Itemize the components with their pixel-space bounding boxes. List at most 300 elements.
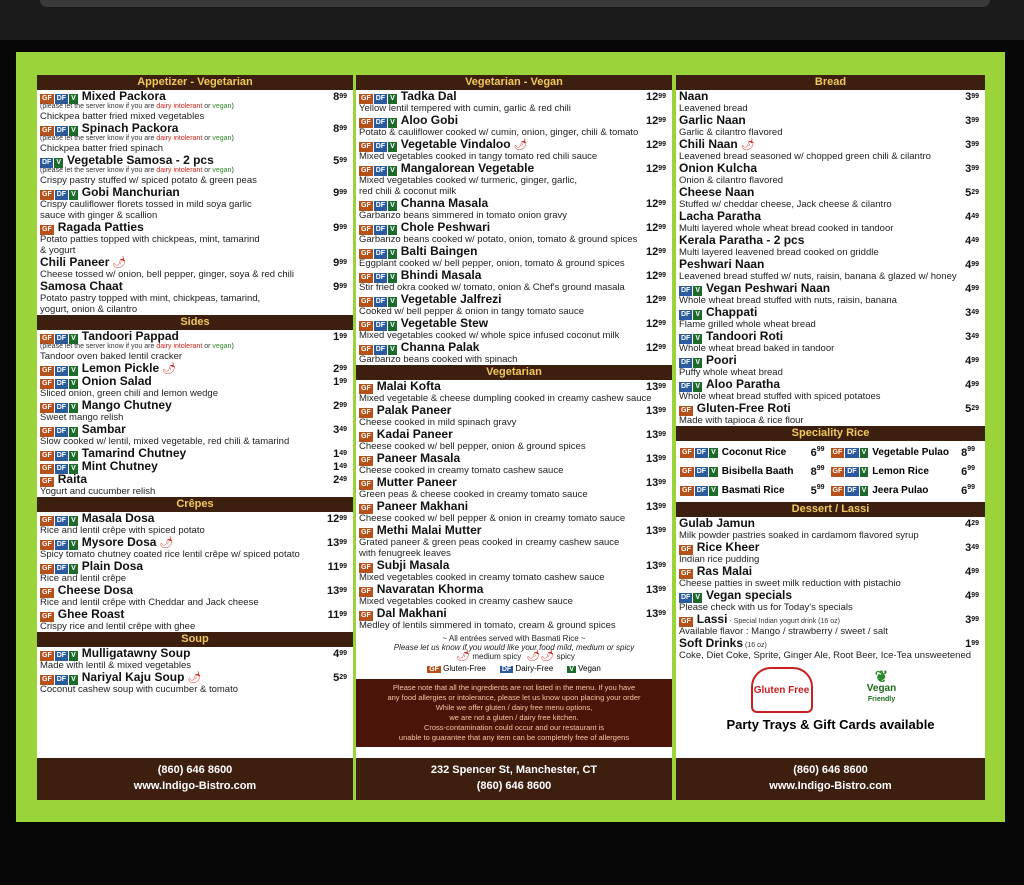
- menu-item: [37, 512, 353, 536]
- menu-item: [676, 282, 985, 306]
- item-name: Tadka Dal: [400, 89, 457, 103]
- price-cents: 99: [658, 586, 666, 593]
- menu-item: [676, 354, 985, 378]
- menu-item: [676, 330, 985, 354]
- item-extra: - Special Indian yogurt drink (16 oz): [729, 618, 840, 625]
- item-name: Subji Masala: [376, 558, 450, 572]
- price-cents: 99: [658, 344, 666, 351]
- price-cents: 99: [658, 224, 666, 231]
- gf-tag: GF: [42, 478, 52, 485]
- item-price: $8^{99}$: [810, 464, 825, 478]
- menu-item: [676, 162, 985, 186]
- df-tag: DF: [56, 191, 67, 198]
- price-cents: 99: [658, 248, 666, 255]
- v-tag: V: [71, 95, 76, 102]
- df-tag: DF: [696, 448, 707, 456]
- item-description: Indian rice pudding: [679, 554, 760, 565]
- item-price: $3^{99}$: [965, 163, 979, 175]
- v-tag: V: [390, 250, 395, 257]
- item-price: $12^{99}$: [645, 139, 666, 151]
- v-tag: V: [71, 428, 76, 435]
- item-price: $3^{99}$: [965, 614, 979, 626]
- df-tag: DF: [681, 594, 691, 601]
- price-cents: 99: [971, 93, 979, 100]
- price-cents: 99: [658, 610, 666, 617]
- section-header-rice: Speciality Rice: [676, 426, 985, 441]
- menu-item: [37, 608, 353, 632]
- item-price: $12^{99}$: [645, 115, 666, 127]
- item-note: [40, 135, 347, 143]
- note-part: vegan: [212, 167, 232, 174]
- item-title-row: [359, 428, 666, 441]
- gf-tag: GF: [361, 274, 371, 281]
- menu-item: [356, 500, 672, 524]
- v-tag: V: [569, 666, 574, 673]
- gf-tag: GF: [42, 428, 52, 435]
- section-header-appetizer: Appetizer - Vegetarian: [37, 75, 353, 90]
- item-price: $12^{99}$: [645, 198, 666, 210]
- item-name: Balti Baingen: [400, 244, 478, 258]
- df-tag: DF: [56, 517, 67, 524]
- item-description: Potato & cauliflower cooked w/ cumin, onion, ginger, chili & tomato: [359, 127, 639, 138]
- price-cents: 99: [339, 333, 347, 340]
- item-name: Sambar: [81, 422, 126, 436]
- gf-tag: GF: [361, 385, 371, 392]
- item-price: $11^{99}$: [327, 609, 347, 621]
- diet-legend: [356, 664, 672, 675]
- item-description: yogurt, onion & cilantro: [40, 304, 138, 315]
- gf-tag: GF: [361, 481, 371, 488]
- item-title-row: [359, 524, 666, 537]
- item-title-row: [40, 560, 347, 573]
- item-price: $9^{99}$: [333, 222, 347, 234]
- served-line: ~ All entrées served with Basmati Rice ~: [442, 634, 586, 643]
- df-tag: DF: [56, 335, 67, 342]
- df-tag: DF: [56, 541, 67, 548]
- item-title-row: [679, 613, 979, 626]
- menu-item: [37, 399, 353, 423]
- price-cents: 49: [339, 476, 347, 483]
- item-name: Rice Kheer: [696, 540, 760, 554]
- served-note: [356, 634, 672, 661]
- price-cents: 99: [339, 125, 347, 132]
- menu-item: [356, 197, 672, 221]
- df-tag: DF: [56, 676, 67, 683]
- item-price: $12^{99}$: [645, 342, 666, 354]
- item-price: $2^{99}$: [333, 363, 347, 375]
- menu-item: [356, 341, 672, 365]
- menu-item: [37, 221, 353, 256]
- item-title-row: [40, 423, 347, 436]
- item-price: $4^{99}$: [965, 259, 979, 271]
- v-tag: V: [71, 367, 76, 374]
- gf-tag: GF: [42, 127, 52, 134]
- menu-item: [37, 122, 353, 154]
- item-name: Nariyal Kaju Soup: [81, 670, 185, 684]
- note-part: dairy intolerant: [156, 343, 203, 350]
- price-cents: 99: [658, 141, 666, 148]
- menu-item: [356, 293, 672, 317]
- vegetarian-list: [356, 380, 672, 631]
- v-tag: V: [390, 226, 395, 233]
- item-note: [40, 343, 347, 351]
- menu-item: [356, 269, 672, 293]
- menu-item: [676, 517, 985, 541]
- legend-label: Gluten-Free: [443, 664, 486, 673]
- website: www.Indigo-Bistro.com: [133, 780, 257, 792]
- df-tag: DF: [681, 383, 691, 390]
- v-tag: V: [390, 202, 395, 209]
- spice-request-line: Please let us know if you would like your food mild, medium or spicy: [393, 643, 635, 652]
- item-note: [40, 103, 347, 111]
- price-cents: 99: [658, 296, 666, 303]
- price-cents: 99: [339, 587, 347, 594]
- df-tag: DF: [847, 448, 857, 456]
- item-price: $12^{99}$: [645, 270, 666, 282]
- item-description: Grated paneer & green peas cooked in creamy cashew sauce: [359, 537, 620, 548]
- price-cents: 99: [339, 224, 347, 231]
- item-title-row: [40, 330, 347, 343]
- price-cents: 99: [971, 357, 979, 364]
- rice-item: [680, 481, 831, 500]
- item-name: Vegetable Vindaloo: [400, 137, 511, 151]
- diet-tags: [680, 467, 718, 477]
- item-title-row: [679, 234, 979, 247]
- item-price: $13^{99}$: [645, 453, 666, 465]
- item-name: Mixed Packora: [81, 89, 166, 103]
- item-description: Made with tapioca & rice flour: [679, 415, 804, 426]
- gf-tag: GF: [682, 486, 692, 494]
- item-title-row: [679, 258, 979, 271]
- item-title-row: [359, 500, 666, 513]
- item-title-row: [359, 293, 666, 306]
- note-part: dairy intolerant: [156, 135, 203, 142]
- item-description: Cheese patties in sweet milk reduction with pistachio: [679, 578, 901, 589]
- chili-icon: 🌶: [112, 257, 127, 269]
- menu-item: [356, 245, 672, 269]
- item-name: Bhindi Masala: [400, 268, 482, 282]
- item-name: Mysore Dosa: [81, 535, 157, 549]
- price-cents: 99: [967, 445, 975, 453]
- menu-item: [356, 428, 672, 452]
- item-name: Channa Masala: [400, 196, 489, 210]
- item-description: Whole wheat bread stuffed with nuts, raisin, banana: [679, 295, 897, 306]
- gf-tag: GF: [42, 517, 52, 524]
- item-title-row: [40, 280, 347, 293]
- rice-name: Basmati Rice: [721, 485, 785, 496]
- item-description: Cooked w/ bell pepper & onion in tangy tomato sauce: [359, 306, 584, 317]
- item-description: Flame grilled whole wheat bread: [679, 319, 816, 330]
- item-price: $11^{99}$: [327, 561, 347, 573]
- item-price: $8^{99}$: [961, 445, 975, 459]
- price-cents: 99: [658, 117, 666, 124]
- v-tag: V: [390, 95, 395, 102]
- item-description: Mixed vegetables cooked in creamy cashew sauce: [359, 596, 573, 607]
- item-name: Palak Paneer: [376, 403, 452, 417]
- menu-item: [37, 154, 353, 186]
- item-description: Chickpea batter fried mixed vegetables: [40, 111, 205, 122]
- menu-item: [676, 613, 985, 637]
- item-name: Cheese Naan: [679, 185, 755, 199]
- item-title-row: [679, 378, 979, 391]
- notice-line: any food allergies or intolerance, please let us know upon placing your order: [387, 693, 641, 702]
- v-tag: V: [56, 159, 62, 166]
- menu-column-middle: [356, 75, 672, 800]
- rice-name: Bisibella Baath: [721, 466, 794, 477]
- item-description: Rice and lentil crêpe: [40, 573, 127, 584]
- item-description: Yogurt and cucumber relish: [40, 486, 156, 497]
- item-price: $2^{99}$: [333, 400, 347, 412]
- gf-tag: GF: [42, 589, 52, 596]
- item-note: [40, 167, 347, 175]
- note-part: (please let the server know if you are: [40, 343, 157, 350]
- item-name: Aloo Gobi: [400, 113, 459, 127]
- menu-item: [37, 256, 353, 280]
- item-name: Channa Palak: [400, 340, 480, 354]
- gf-tag: GF: [42, 226, 52, 233]
- chili-icon: 🌶: [162, 363, 177, 375]
- diet-tags: [831, 448, 869, 458]
- item-description: Crispy rice and lentil crêpe with ghee: [40, 621, 196, 632]
- df-tag: DF: [681, 335, 691, 342]
- item-price: $3^{99}$: [965, 91, 979, 103]
- price-cents: 99: [339, 283, 347, 290]
- gf-tag: GF: [832, 448, 843, 456]
- rice-item: [680, 443, 831, 462]
- item-price: $13^{99}$: [645, 501, 666, 513]
- note-part: vegan: [212, 343, 232, 350]
- item-name: Masala Dosa: [81, 511, 155, 525]
- gf-tag: GF: [361, 433, 371, 440]
- soup-list: [37, 647, 353, 695]
- price-cents: 99: [339, 365, 347, 372]
- item-title-row: [679, 354, 979, 367]
- price-cents: 99: [339, 378, 347, 385]
- price-cents: 99: [658, 320, 666, 327]
- item-price: $3^{99}$: [965, 139, 979, 151]
- df-tag: DF: [847, 467, 857, 475]
- item-title-row: [359, 341, 666, 354]
- price-cents: 99: [339, 515, 347, 522]
- item-title-row: [40, 608, 347, 621]
- item-name: Vegetable Stew: [400, 316, 489, 330]
- chili-icon: 🌶: [187, 672, 202, 684]
- price-cents: 49: [971, 333, 979, 340]
- item-title-row: [679, 306, 979, 319]
- menu-item: [356, 607, 672, 631]
- rice-item: [831, 462, 982, 481]
- df-tag: DF: [696, 467, 707, 475]
- menu-item: [676, 541, 985, 565]
- item-description: Sweet mango relish: [40, 412, 124, 423]
- price-cents: 99: [658, 165, 666, 172]
- item-title-row: [40, 256, 347, 269]
- v-tag: V: [71, 335, 76, 342]
- diet-tags: [680, 486, 718, 496]
- df-tag: DF: [375, 274, 386, 281]
- item-description: Leavened bread: [679, 103, 748, 114]
- menu-item: [37, 90, 353, 122]
- v-tag: V: [695, 311, 701, 318]
- v-tag: V: [390, 346, 395, 353]
- item-price: $3^{49}$: [965, 542, 979, 554]
- gf-tag: GF: [832, 467, 843, 475]
- item-price: $4^{99}$: [965, 379, 979, 391]
- v-tag: V: [71, 380, 76, 387]
- df-tag: DF: [501, 666, 512, 673]
- item-price: $5^{29}$: [333, 672, 347, 684]
- v-tag: V: [71, 465, 76, 472]
- item-title-row: [679, 282, 979, 295]
- section-header-dessert: Dessert / Lassi: [676, 502, 985, 517]
- item-description: Mixed vegetables cooked w/ whole spice infused coconut milk: [359, 330, 620, 341]
- item-price: $8^{99}$: [333, 123, 347, 135]
- price-cents: 49: [971, 213, 979, 220]
- df-tag: DF: [375, 95, 386, 102]
- item-description: Sliced onion, green chili and lemon wedge: [40, 388, 218, 399]
- menu-item: [37, 560, 353, 584]
- item-price: $5^{29}$: [965, 403, 979, 415]
- rice-name: Jeera Pulao: [872, 485, 929, 496]
- rice-item: [831, 481, 982, 500]
- item-title-row: [679, 565, 979, 578]
- item-title-row: [359, 317, 666, 330]
- v-tag: V: [695, 335, 701, 342]
- menu-item: [37, 423, 353, 447]
- item-price: $9^{99}$: [333, 257, 347, 269]
- df-tag: DF: [56, 428, 67, 435]
- v-tag: V: [71, 565, 76, 572]
- item-title-row: [679, 210, 979, 223]
- item-description: Crispy cauliflower florets tossed in mild soya garlic: [40, 199, 252, 210]
- item-description: Multi layered leavened bread cooked on griddle: [679, 247, 879, 258]
- item-name: Kadai Paneer: [376, 427, 453, 441]
- note-part: ): [231, 135, 234, 142]
- item-title-row: [679, 186, 979, 199]
- gf-tag: GF: [361, 529, 371, 536]
- item-title-row: [359, 90, 666, 103]
- item-price: $13^{99}$: [645, 405, 666, 417]
- menu-item: [356, 138, 672, 162]
- item-description: Please check with us for Today's specials: [679, 602, 853, 613]
- price-cents: 99: [967, 464, 975, 472]
- menu-item: [356, 221, 672, 245]
- price-cents: 29: [971, 520, 979, 527]
- item-title-row: [679, 589, 979, 602]
- vegan-badge-text: [866, 668, 897, 705]
- gluten-free-badge: [751, 667, 813, 713]
- gf-tag: GF: [361, 409, 371, 416]
- item-price: $1^{99}$: [965, 638, 979, 650]
- item-price: $3^{49}$: [965, 331, 979, 343]
- price-cents: 99: [339, 611, 347, 618]
- item-price: $12^{99}$: [326, 513, 347, 525]
- item-price: $13^{99}$: [645, 608, 666, 620]
- item-price: $4^{49}$: [965, 235, 979, 247]
- note-part: dairy intolerant: [156, 103, 203, 110]
- item-price: $4^{99}$: [965, 566, 979, 578]
- section-header-vegetarian: Vegetarian: [356, 365, 672, 380]
- item-price: $4^{99}$: [965, 590, 979, 602]
- price-cents: 99: [658, 562, 666, 569]
- menu-column-left: [37, 75, 353, 800]
- item-price: $9^{99}$: [333, 187, 347, 199]
- item-name: Mango Chutney: [81, 398, 172, 412]
- leaf-icon: ❦: [874, 668, 889, 686]
- gf-tag: GF: [361, 322, 371, 329]
- item-price: $4^{49}$: [965, 211, 979, 223]
- price-cents: 99: [967, 483, 975, 491]
- item-title-row: [679, 517, 979, 530]
- vegan-friendly-badge: [853, 667, 911, 709]
- menu-item: [676, 114, 985, 138]
- price-cents: 99: [971, 117, 979, 124]
- item-name: Dal Makhani: [376, 606, 447, 620]
- df-tag: DF: [42, 159, 52, 166]
- v-tag: V: [71, 652, 76, 659]
- v-tag: V: [695, 383, 701, 390]
- notice-line: Cross-contamination could occur and our restaurant is: [423, 723, 605, 732]
- item-price: $13^{99}$: [645, 429, 666, 441]
- price-cents: 49: [971, 544, 979, 551]
- note-part: dairy intolerant: [156, 167, 203, 174]
- item-title-row: [40, 536, 347, 549]
- item-title-row: [359, 197, 666, 210]
- df-tag: DF: [375, 298, 386, 305]
- v-tag: V: [390, 119, 395, 126]
- df-tag: DF: [56, 465, 67, 472]
- menu-item: [356, 317, 672, 341]
- gf-tag: GF: [361, 612, 371, 619]
- item-description: Chickpea batter fried spinach: [40, 143, 164, 154]
- item-price: $12^{99}$: [645, 294, 666, 306]
- item-description: Leavened bread stuffed w/ nuts, raisin, banana & glazed w/ honey: [679, 271, 957, 282]
- item-price: $2^{49}$: [333, 474, 347, 486]
- menu-item: [37, 330, 353, 362]
- item-name: Lacha Paratha: [679, 209, 762, 223]
- price-cents: 99: [971, 616, 979, 623]
- item-title-row: [40, 512, 347, 525]
- item-title-row: [679, 402, 979, 415]
- item-description: Cheese cooked in mild spinach gravy: [359, 417, 517, 428]
- item-name: Lemon Pickle: [81, 361, 160, 375]
- item-description: Eggplant cooked w/ bell pepper, onion, tomato & ground spices: [359, 258, 625, 269]
- v-tag: V: [695, 287, 701, 294]
- section-header-bread: Bread: [676, 75, 985, 90]
- note-part: ): [231, 167, 234, 174]
- address: 232 Spencer St, Manchester, CT: [430, 764, 598, 776]
- item-description: Tandoor oven baked lentil cracker: [40, 351, 183, 362]
- item-name: Vegetable Samosa - 2 pcs: [67, 153, 214, 167]
- v-tag: V: [695, 594, 701, 601]
- price-cents: 29: [971, 405, 979, 412]
- menu-item: [356, 524, 672, 559]
- item-description: Stuffed w/ cheddar cheese, Jack cheese & cilantro: [679, 199, 892, 210]
- item-description: Mixed vegetables cooked in creamy tomato cashew sauce: [359, 572, 605, 583]
- gf-tag: GF: [681, 618, 691, 625]
- price-cents: 99: [971, 165, 979, 172]
- sides-list: [37, 330, 353, 497]
- menu-item: [37, 375, 353, 399]
- appetizer-list: [37, 90, 353, 315]
- df-tag: DF: [681, 311, 691, 318]
- gf-tag: GF: [42, 380, 52, 387]
- gf-tag: GF: [681, 570, 691, 577]
- item-extra: (16 oz): [745, 642, 767, 649]
- item-name: Ghee Roast: [57, 607, 125, 621]
- price-cents: 99: [339, 189, 347, 196]
- df-tag: DF: [681, 359, 691, 366]
